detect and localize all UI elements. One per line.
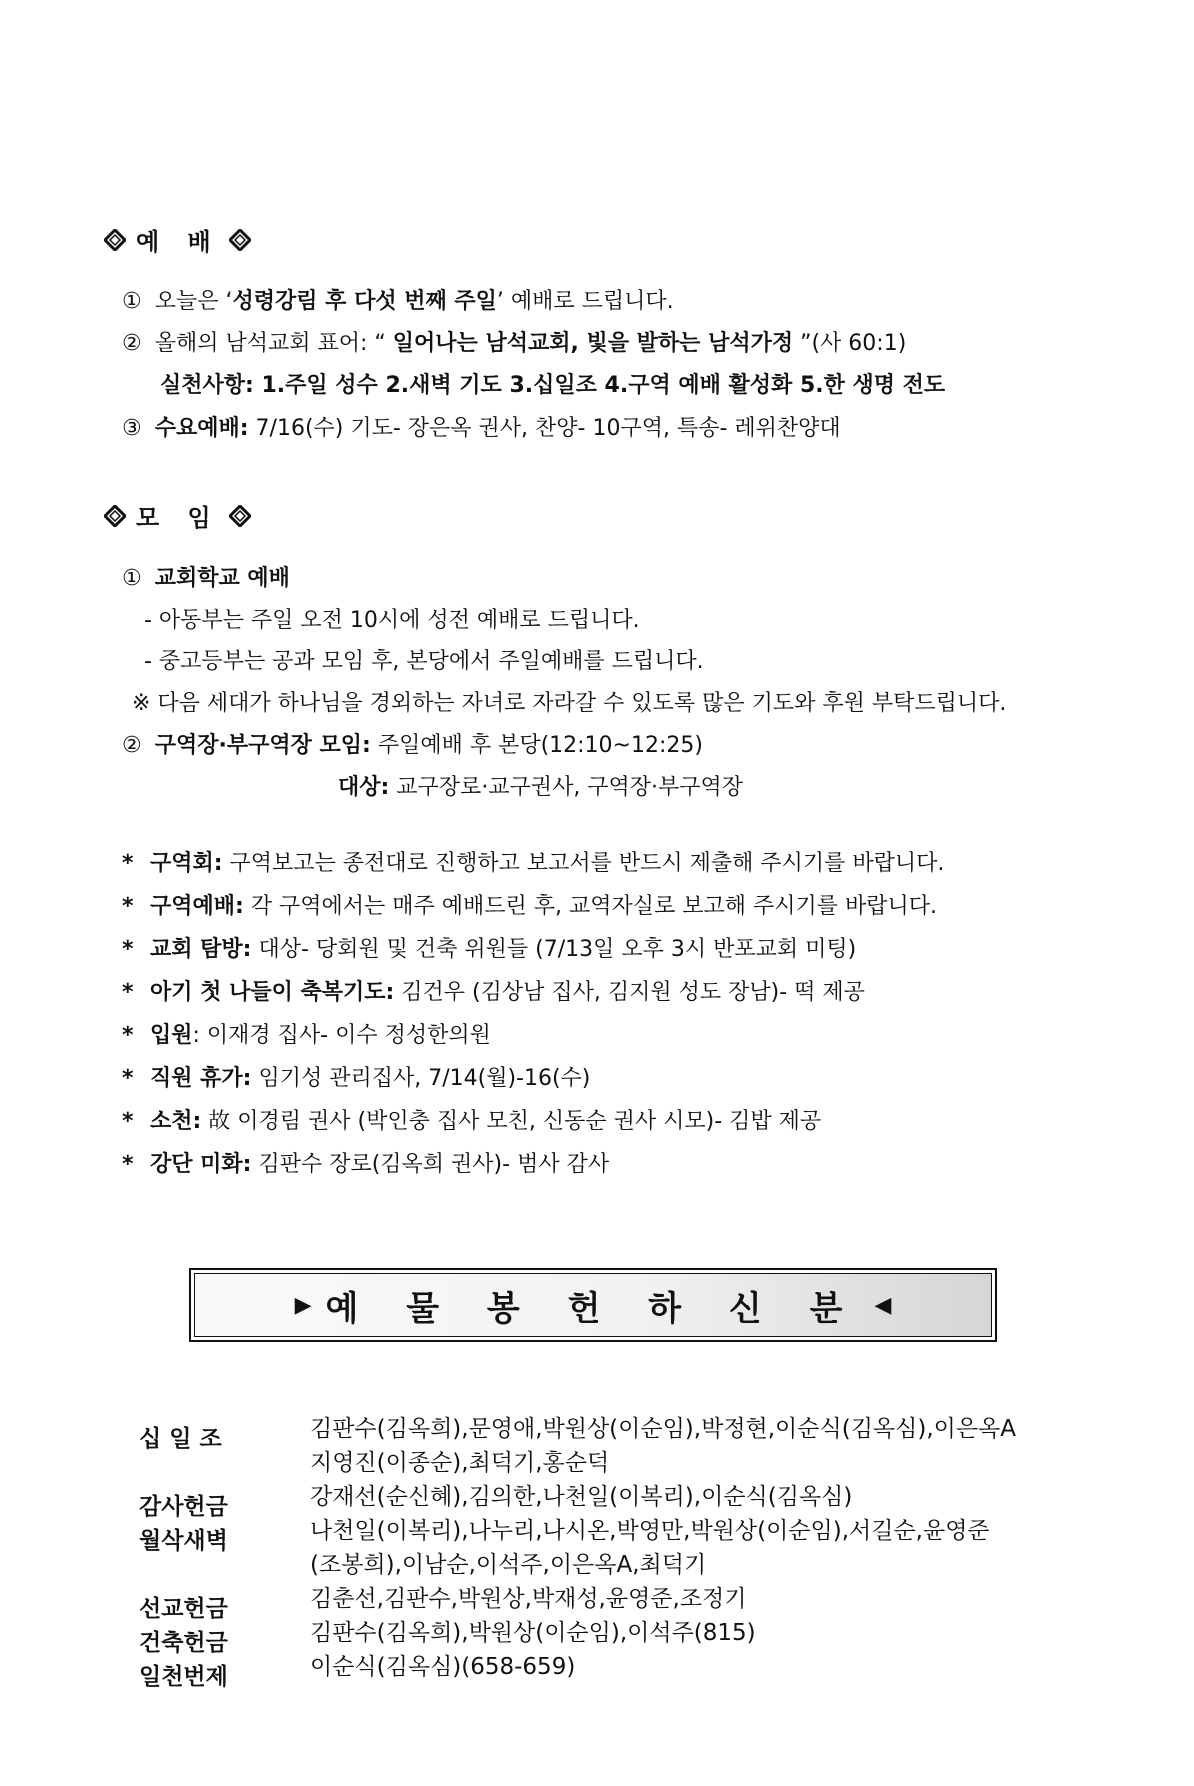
- offering-names-line: 김춘선,김판수,박원상,박재성,윤영준,조정기: [310, 1586, 747, 1612]
- school-title-text: 교회학교 예배: [154, 566, 290, 591]
- bullet: *: [122, 1109, 134, 1134]
- worship-item-bold: 성령강림 후 다섯 번째 주일: [232, 289, 497, 314]
- offering-names-line: 나천일(이복리),나누리,나시온,박영만,박원상(이순임),서길순,윤영준: [310, 1518, 990, 1544]
- worship-item-3: [122, 415, 841, 443]
- notice-text: 대상- 당회원 및 건축 위원들 (7/13일 오후 3시 반포교회 미팅): [251, 937, 857, 962]
- diamond-icon: [104, 229, 126, 251]
- leaders-meeting-text: 주일예배 후 본당(12:10~12:25): [370, 733, 703, 758]
- left-triangle-icon: ◀: [874, 1292, 892, 1318]
- bullet: *: [122, 1152, 134, 1177]
- bullet: *: [122, 1023, 134, 1048]
- leaders-meeting: [122, 732, 703, 760]
- item-number: ①: [122, 289, 142, 314]
- offering-names-line: 지영진(이종순),최덕기,홍순덕: [310, 1450, 610, 1476]
- notice-text: 각 구역에서는 매주 예배드린 후, 교역자실로 보고해 주시기를 바랍니다.: [243, 894, 938, 919]
- wednesday-worship-text: 7/16(수) 기도- 장은옥 권사, 찬양- 10구역, 특송- 레위찬양대: [248, 416, 841, 441]
- school-note: ※ 다음 세대가 하나님을 경외하는 자녀로 자라갈 수 있도록 많은 기도와 후원 부탁드립니다.: [132, 691, 1007, 716]
- bullet: *: [122, 1066, 134, 1091]
- worship-item-text: 오늘은 ‘: [154, 289, 233, 314]
- worship-section-title: [104, 222, 251, 257]
- notice-item: [122, 1151, 609, 1179]
- offering-label: 건축헌금: [139, 1630, 228, 1656]
- offering-names-line: 김판수(김옥희),박원상(이순임),이석주(815): [310, 1620, 756, 1646]
- practice-items: [160, 372, 945, 400]
- offering-label: 일천번제: [139, 1664, 228, 1690]
- leaders-meeting-title: 구역장·부구역장 모임:: [154, 733, 371, 758]
- bullet: *: [122, 851, 134, 876]
- offering-names: [310, 1650, 575, 1684]
- offering-names: [310, 1480, 852, 1514]
- notice-text: 임기성 관리집사, 7/14(월)-16(수): [251, 1066, 591, 1091]
- notice-label: 구역회:: [150, 851, 223, 876]
- offering-label: 십 일 조: [139, 1426, 222, 1452]
- offering-names-line: (조봉희),이남순,이석주,이은옥A,최덕기: [310, 1552, 707, 1578]
- offering-names: [310, 1582, 746, 1616]
- wednesday-worship-label: 수요예배:: [154, 416, 249, 441]
- notice-label: 아기 첫 나들이 축복기도:: [150, 980, 395, 1005]
- bullet: *: [122, 980, 134, 1005]
- notice-text: 故 이경림 권사 (박인충 집사 모친, 신동순 권사 시모)- 김밥 제공: [201, 1109, 822, 1134]
- offering-label: 선교헌금: [139, 1596, 228, 1622]
- worship-title: 예 배: [136, 228, 221, 256]
- offering-label: 월삭새벽: [139, 1528, 228, 1554]
- worship-item-text: ’ 예배로 드립니다.: [496, 289, 674, 314]
- meeting-section-title: [104, 498, 251, 533]
- item-number: ③: [122, 416, 142, 441]
- offering-title: 예 물 봉 헌 하 신 분: [325, 1288, 861, 1329]
- notice-label: 입원: [150, 1023, 193, 1048]
- school-line-2: - 중고등부는 공과 모임 후, 본당에서 주일예배를 드립니다.: [144, 649, 704, 674]
- meeting-title: 모 임: [136, 504, 221, 532]
- offering-banner-inner: [194, 1273, 992, 1337]
- item-number: ②: [122, 331, 142, 356]
- notice-text: 김건우 (김상남 집사, 김지원 성도 장남)- 떡 제공: [394, 980, 865, 1005]
- bullet: *: [122, 894, 134, 919]
- diamond-icon: [229, 505, 251, 527]
- item-number: ①: [122, 566, 142, 591]
- notice-label: 직원 휴가:: [150, 1066, 252, 1091]
- school-line-1: - 아동부는 주일 오전 10시에 성전 예배로 드립니다.: [144, 608, 640, 633]
- item-number: ②: [122, 733, 142, 758]
- notice-text: 구역보고는 종전대로 진행하고 보고서를 반드시 제출해 주시기를 바랍니다.: [222, 851, 945, 876]
- worship-motto: 일어나는 남석교회, 빛을 발하는 남석가정: [392, 331, 794, 356]
- diamond-icon: [104, 505, 126, 527]
- leaders-target: [338, 774, 743, 802]
- diamond-icon: [229, 229, 251, 251]
- notice-item: [122, 850, 944, 878]
- worship-item-text: 올해의 남석교회 표어: “: [154, 331, 393, 356]
- offering-names-line: 김판수(김옥희),문영애,박원상(이순임),박정현,이순식(김옥심),이은옥A: [310, 1416, 1017, 1442]
- notice-item: [122, 1065, 590, 1093]
- notice-label: 소천:: [150, 1109, 202, 1134]
- target-label: 대상:: [338, 775, 390, 800]
- notice-item: [122, 1022, 491, 1050]
- practice-label: 실천사항: [160, 373, 246, 398]
- bullet: *: [122, 937, 134, 962]
- notice-item: [122, 936, 856, 964]
- notice-label: 교회 탐방:: [150, 937, 252, 962]
- right-triangle-icon: ▶: [294, 1292, 312, 1318]
- offering-names-line: 강재선(순신혜),김의한,나천일(이복리),이순식(김옥심): [310, 1484, 853, 1510]
- notice-item: [122, 979, 865, 1007]
- target-text: 교구장로·교구권사, 구역장·부구역장: [389, 775, 744, 800]
- notice-item: [122, 1108, 821, 1136]
- worship-item-2: [122, 330, 906, 358]
- notice-text: : 이재경 집사- 이수 정성한의원: [192, 1023, 491, 1048]
- offering-label: 감사헌금: [139, 1494, 228, 1520]
- notice-text: 김판수 장로(김옥희 권사)- 범사 감사: [251, 1152, 610, 1177]
- worship-item-1: [122, 288, 674, 316]
- worship-item-text: ”(사 60:1): [793, 331, 907, 356]
- offering-names: [310, 1412, 1016, 1480]
- offering-names-line: 이순식(김옥심)(658-659): [310, 1654, 576, 1680]
- offering-banner: [189, 1268, 997, 1342]
- practice-text: : 1.주일 성수 2.새벽 기도 3.십일조 4.구역 예배 활성화 5.한 생명 전도: [245, 373, 946, 398]
- notice-label: 구역예배:: [150, 894, 244, 919]
- offering-names: [310, 1616, 756, 1650]
- notice-label: 강단 미화:: [150, 1152, 252, 1177]
- offering-names: [310, 1514, 990, 1582]
- school-title: [122, 565, 290, 593]
- notice-item: [122, 893, 937, 921]
